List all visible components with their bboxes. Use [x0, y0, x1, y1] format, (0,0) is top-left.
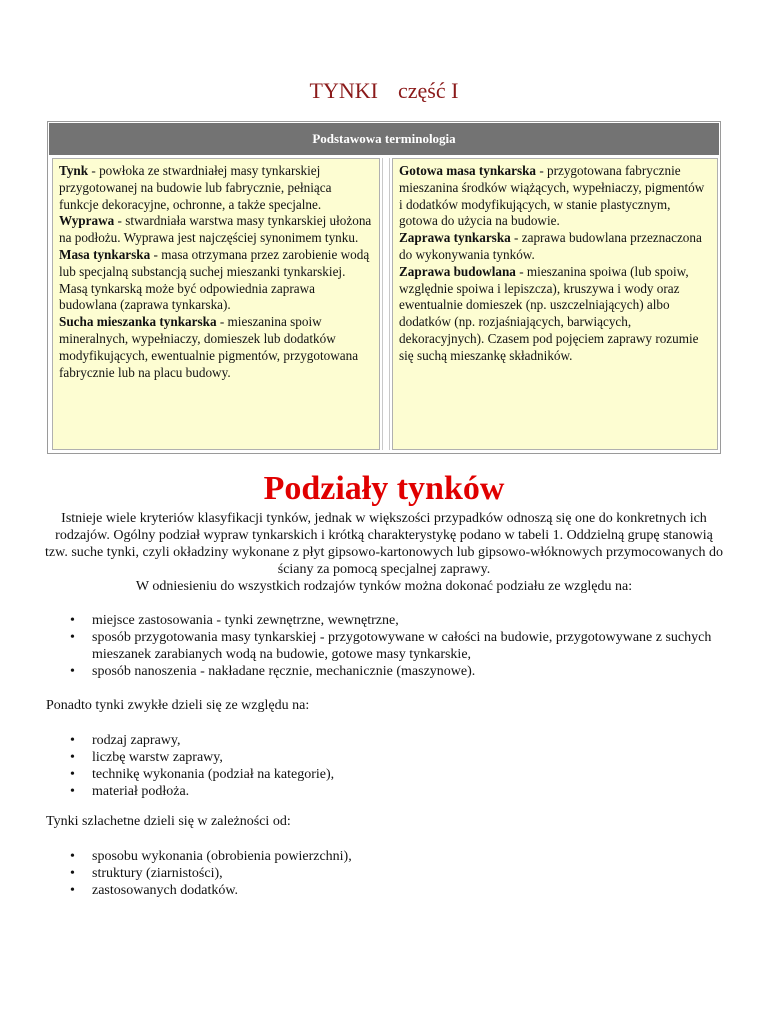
terminology-right-cell — [392, 158, 718, 450]
column-divider — [382, 158, 390, 450]
list-item: • struktury (ziarnistości), — [70, 865, 730, 882]
term-name: Masa tynkarska — [59, 246, 151, 262]
term-definition: - zaprawa budowlana przeznaczona do wykonywania tynków. — [399, 230, 702, 262]
terminology-header: Podstawowa terminologia — [49, 123, 719, 155]
list-item: • liczbę warstw zaprawy, — [70, 749, 730, 766]
term-name: Wyprawa — [59, 213, 115, 229]
list-item: • rodzaj zaprawy, — [70, 732, 730, 749]
list-item: • sposób przygotowania masy tynkarskiej - przygotowywane w całości na budowie, przygotowywane z suchych mieszanek zarabianych wodą na budowie, gotowe masy tynkarskie, — [70, 629, 730, 663]
term-entry — [399, 264, 711, 365]
section-title: Podziały tynków — [263, 470, 505, 507]
classification-list — [70, 612, 730, 680]
term-definition: - mieszanina spoiwa (lub spoiw, względnie spoiwa i lepiszcza), kruszywa i wody oraz ewentualnie domieszek (np. uszczelniających) albo dodatków (np. rozjaśniających, barwiących, dekoracyjnych). Czasem pod pojęciem zaprawy rozumie się suchą mieszankę składników. — [399, 263, 699, 363]
ordinary-plaster-list — [70, 732, 730, 800]
term-definition: - stwardniała warstwa masy tynkarskiej ułożona na podłożu. Wyprawa jest najczęściej synonimem tynku. — [59, 213, 372, 246]
list-item: • miejsce zastosowania - tynki zewnętrzne, wewnętrzne, — [70, 612, 730, 629]
terminology-left-cell — [52, 158, 380, 450]
term-name: Gotowa masa tynkarska — [399, 163, 537, 178]
term-entry — [59, 314, 373, 381]
term-entry — [59, 247, 373, 314]
intro-text — [44, 510, 724, 595]
term-definition: - masa otrzymana przez zarobienie wodą lub specjalną substancją suchej mieszanki tynkarskiej. Masą tynkarską może być odpowiednia zaprawa budowlana (zaprawa tynkarska). — [59, 246, 370, 313]
term-definition: - przygotowana fabrycznie mieszanina środków wiążących, wypełniaczy, pigmentów i dodatków modyfikujących, w stanie plastycznym, gotowa do użycia na budowie. — [399, 163, 705, 229]
term-name: Sucha mieszanka tynkarska — [59, 314, 217, 330]
intro-lead: W odniesieniu do wszystkich rodzajów tynków można dokonać podziału ze względu na: — [135, 579, 633, 594]
term-name: Zaprawa tynkarska — [399, 230, 511, 246]
list-item: • technikę wykonania (podział na kategorie), — [70, 766, 730, 783]
list-item: • sposobu wykonania (obrobienia powierzchni), — [70, 848, 730, 865]
intro-paragraph: Istnieje wiele kryteriów klasyfikacji tynków, jednak w większości przypadków odnoszą się one do konkretnych ich rodzajów. Ogólny podział wypraw tynkarskich i krótką charakterystykę podano w tabeli 1. Oddzielną grupę stanowią tzw. suche tynki, czyli okładziny wykonane z płyt gipsowo-kartonowych lub gipsowo-włóknowych przymocowanych do ściany za pomocą specjalnej zaprawy. — [45, 511, 723, 577]
list-item: • zastosowanych dodatków. — [70, 882, 730, 899]
term-definition: - powłoka ze stwardniałej masy tynkarskiej przygotowanej na budowie lub fabrycznie, pełniąca funkcje dekoracyjne, ochronne, a także specjalne. — [59, 163, 332, 212]
noble-plaster-list — [70, 848, 730, 899]
term-name: Tynk — [59, 163, 89, 178]
term-name: Zaprawa budowlana — [399, 263, 516, 279]
ordinary-plaster-lead: Ponadto tynki zwykłe dzieli się ze względu na: — [46, 698, 310, 713]
term-entry — [399, 230, 711, 264]
noble-plaster-lead: Tynki szlachetne dzieli się w zależności od: — [46, 814, 291, 829]
term-entry — [399, 163, 711, 230]
document-title — [0, 78, 768, 104]
list-item: • sposób nanoszenia - nakładane ręcznie, mechanicznie (maszynowe). — [70, 663, 730, 680]
term-entry — [59, 213, 373, 247]
term-definition: - mieszanina spoiw mineralnych, wypełniaczy, domieszek lub dodatków modyfikujących, ewentualnie pigmentów, przygotowana fabrycznie lub na placu budowy. — [59, 314, 359, 380]
term-entry — [59, 163, 373, 213]
terminology-table — [47, 121, 721, 454]
title-main: TYNKI — [309, 78, 378, 103]
title-part: część I — [397, 78, 459, 103]
list-item: • materiał podłoża. — [70, 783, 730, 800]
